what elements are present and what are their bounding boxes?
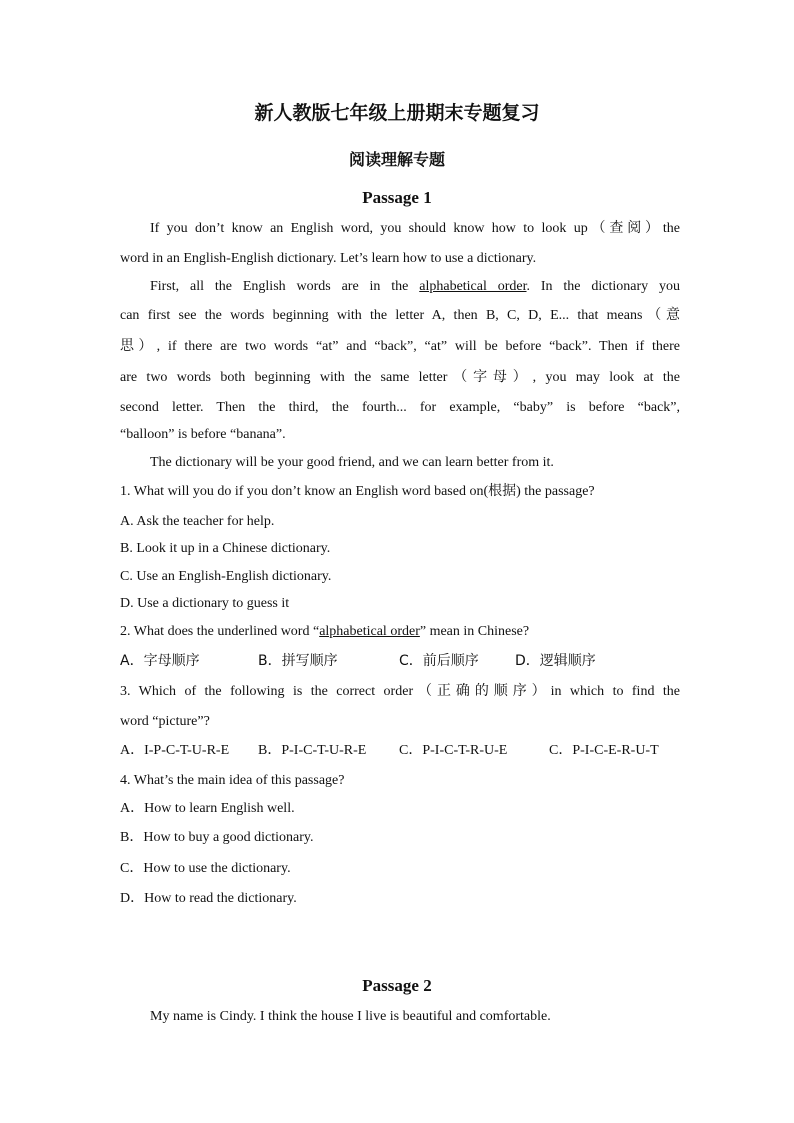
passage1-heading: Passage 1: [362, 188, 432, 207]
question-4: 4. What’s the main idea of this passage?: [120, 773, 345, 788]
passage1-line: The dictionary will be your good friend, and we can learn better from it.: [150, 455, 554, 470]
question-1: 1. What will you do if you don’t know an English word based on(根据) the passage?: [120, 484, 595, 499]
q1-option-c: C. Use an English-English dictionary.: [120, 569, 332, 584]
q1-option-b: B. Look it up in a Chinese dictionary.: [120, 541, 331, 556]
passage1-line: “balloon” is before “banana”.: [120, 427, 286, 442]
q4-option-c: C．How to use the dictionary.: [120, 861, 291, 876]
page-subtitle: 阅读理解专题: [348, 150, 445, 169]
question-2: [120, 623, 680, 641]
passage1-line: are two words both beginning with the same letter（字母）, you may look at the: [120, 370, 680, 385]
passage1-line: second letter. Then the third, the fourth... for example, “baby” is before “back”,: [120, 400, 680, 415]
q1-option-a: A. Ask the teacher for help.: [120, 514, 275, 529]
question-2-text: 2. What does the underlined word “: [120, 624, 320, 639]
page-title: 新人教版七年级上册期末专题复习: [254, 102, 540, 124]
passage2-line: My name is Cindy. I think the house I live is beautiful and comfortable.: [150, 1009, 551, 1024]
q2-option-b: B．拼写顺序: [258, 653, 338, 669]
passage1-line: word in an English-English dictionary. Let’s learn how to use a dictionary.: [120, 251, 537, 266]
q4-option-a: A．How to learn English well.: [120, 801, 295, 816]
q2-option-a: A．字母顺序: [120, 653, 200, 669]
question-3: 3. Which of the following is the correct order（正确的顺序）in which to find the: [120, 684, 680, 699]
q2-option-c: C．前后顺序: [399, 653, 479, 669]
q2-option-d: D．逻辑顺序: [515, 653, 596, 669]
q1-option-d: D. Use a dictionary to guess it: [120, 596, 290, 611]
question-3: word “picture”?: [120, 714, 210, 729]
passage1-line: [150, 278, 680, 296]
passage1-line: can first see the words beginning with the letter A, then B, C, D, E... that means（意: [120, 308, 680, 323]
passage1-line: 思）, if there are two words “at” and “back”, “at” will be before “back”. Then if there: [120, 339, 680, 354]
q4-option-d: D．How to read the dictionary.: [120, 891, 297, 906]
q3-option-d: C．P-I-C-E-R-U-T: [549, 743, 659, 758]
passage1-text: First, all the English words are in the: [150, 279, 420, 294]
q3-option-b: B．P-I-C-T-U-R-E: [258, 743, 367, 758]
q3-option-a: A．I-P-C-T-U-R-E: [120, 743, 230, 758]
q3-option-c: C．P-I-C-T-R-U-E: [399, 743, 508, 758]
underlined-term: alphabetical order: [319, 624, 420, 639]
passage1-text: . In the dictionary you: [526, 279, 680, 294]
q4-option-b: B．How to buy a good dictionary.: [120, 830, 314, 845]
passage2-heading: Passage 2: [362, 976, 432, 995]
underlined-term: alphabetical order: [419, 279, 527, 294]
question-2-text: ” mean in Chinese?: [419, 624, 530, 639]
passage1-line: If you don’t know an English word, you should know how to look up（查阅）the: [150, 221, 680, 236]
